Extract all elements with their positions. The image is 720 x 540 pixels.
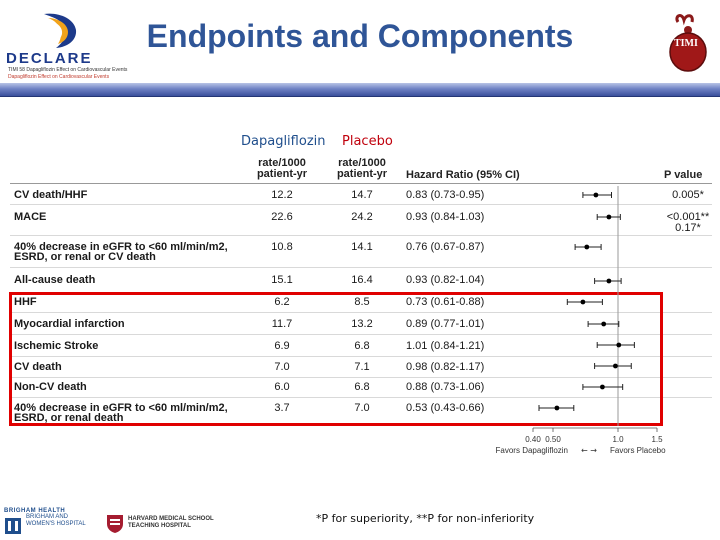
x-tick-label: 0.50	[545, 435, 561, 444]
hazard-ratio-point	[601, 322, 606, 327]
placebo-rate: 6.8	[354, 340, 370, 352]
declare-subtitle-2: Dapagliflozin Effect on Cardiovascular Events	[8, 74, 110, 80]
row-label: Non-CV death	[14, 381, 87, 393]
row-label: 40% decrease in eGFR to <60 ml/min/m2, ESRD, or renal death	[14, 402, 228, 424]
harvard-text: HARVARD MEDICAL SCHOOL TEACHING HOSPITAL	[128, 516, 214, 529]
placebo-rate: 8.5	[354, 296, 370, 308]
bwh-shield-icon	[4, 517, 22, 535]
placebo-rate: 7.0	[354, 402, 370, 414]
x-tick-label: 0.40	[525, 435, 541, 444]
placebo-rate: 13.2	[351, 318, 373, 330]
hazard-ratio-point	[581, 300, 586, 305]
timi-wordmark: TIMI	[674, 38, 698, 49]
hazard-ratio-point	[607, 215, 612, 220]
favors-placebo-label: Favors Placebo	[610, 446, 666, 455]
dapagliflozin-rate: 6.0	[274, 381, 290, 393]
hazard-ratio-value: 0.93 (0.84-1.03)	[406, 211, 485, 223]
footnote: *P for superiority, **P for non-inferiority	[316, 512, 535, 525]
dapagliflozin-rate: 22.6	[271, 211, 293, 223]
dapagliflozin-rate: 11.7	[271, 318, 293, 330]
placebo-rate: 14.7	[351, 189, 373, 201]
placebo-rate: 16.4	[351, 274, 373, 286]
hazard-ratio-point	[600, 385, 605, 390]
placebo-rate: 6.8	[354, 381, 370, 393]
column-header-line: patient-yr	[336, 168, 388, 180]
harvard-shield-icon	[106, 514, 124, 534]
hazard-ratio-value: 1.01 (0.84-1.21)	[406, 340, 485, 352]
declare-subtitle: TIMI 58 Dapagliflozin Effect on Cardiovascular Events	[8, 67, 128, 73]
declare-wordmark: DECLARE	[6, 50, 93, 67]
favors-dapagliflozin-label: Favors Dapagliflozin	[495, 446, 568, 455]
hazard-ratio-point	[555, 406, 560, 411]
row-label: HHF	[14, 296, 37, 308]
placebo-rate: 14.1	[351, 241, 373, 253]
hazard-ratio-point	[584, 245, 589, 250]
legend-dapagliflozin: Dapagliflozin	[241, 134, 326, 149]
dapagliflozin-rate: 15.1	[271, 274, 293, 286]
column-header-line: patient-yr	[256, 168, 308, 180]
hazard-ratio-value: 0.53 (0.43-0.66)	[406, 402, 485, 414]
hazard-ratio-value: 0.93 (0.82-1.04)	[406, 274, 485, 286]
bwh-brand: BRIGHAM HEALTH	[4, 508, 66, 514]
placebo-rate: 7.1	[354, 361, 370, 373]
dapagliflozin-rate: 12.2	[271, 189, 293, 201]
placebo-rate: 24.2	[351, 211, 373, 223]
hazard-ratio-value: 0.98 (0.82-1.17)	[406, 361, 485, 373]
dapagliflozin-rate: 6.2	[274, 296, 290, 308]
column-header-hazard-ratio: Hazard Ratio (95% CI)	[406, 169, 520, 181]
favors-arrows: ← →	[581, 446, 597, 455]
dapagliflozin-rate: 7.0	[274, 361, 290, 373]
row-label: MACE	[14, 211, 47, 223]
hazard-ratio-value: 0.83 (0.73-0.95)	[406, 189, 485, 201]
row-label: CV death/HHF	[14, 189, 88, 201]
hazard-ratio-point	[607, 279, 612, 284]
row-label: Ischemic Stroke	[14, 340, 99, 352]
hazard-ratio-point	[616, 343, 621, 348]
x-tick-label: 1.5	[651, 435, 663, 444]
column-header-line: rate/1000	[258, 157, 306, 169]
row-label: CV death	[14, 361, 62, 373]
hazard-ratio-value: 0.88 (0.73-1.06)	[406, 381, 485, 393]
hazard-ratio-point	[594, 193, 599, 198]
brigham-health-logo	[4, 508, 104, 528]
row-label: 40% decrease in eGFR to <60 ml/min/m2, ESRD, or renal or CV death	[14, 241, 228, 263]
page-title: Endpoints and Components	[146, 18, 574, 54]
dapagliflozin-rate: 6.9	[274, 340, 290, 352]
column-header-p-value: P value	[664, 169, 703, 181]
dapagliflozin-rate: 3.7	[274, 402, 290, 414]
row-label: All-cause death	[14, 274, 96, 286]
hazard-ratio-value: 0.89 (0.77-1.01)	[406, 318, 485, 330]
bwh-name-line: BRIGHAM AND	[26, 514, 69, 520]
hazard-ratio-value: 0.73 (0.61-0.88)	[406, 296, 485, 308]
dapagliflozin-rate: 10.8	[271, 241, 293, 253]
column-header-line: rate/1000	[338, 157, 386, 169]
p-value: 0.005*	[672, 189, 704, 201]
p-value: <0.001** 0.17*	[666, 211, 710, 234]
harvard-logo	[106, 514, 246, 539]
x-tick-label: 1.0	[612, 435, 624, 444]
hazard-ratio-value: 0.76 (0.67-0.87)	[406, 241, 485, 253]
hazard-ratio-point	[613, 364, 618, 369]
bwh-name-line: WOMEN'S HOSPITAL	[26, 521, 86, 527]
legend-placebo: Placebo	[342, 134, 393, 149]
row-label: Myocardial infarction	[14, 318, 125, 330]
